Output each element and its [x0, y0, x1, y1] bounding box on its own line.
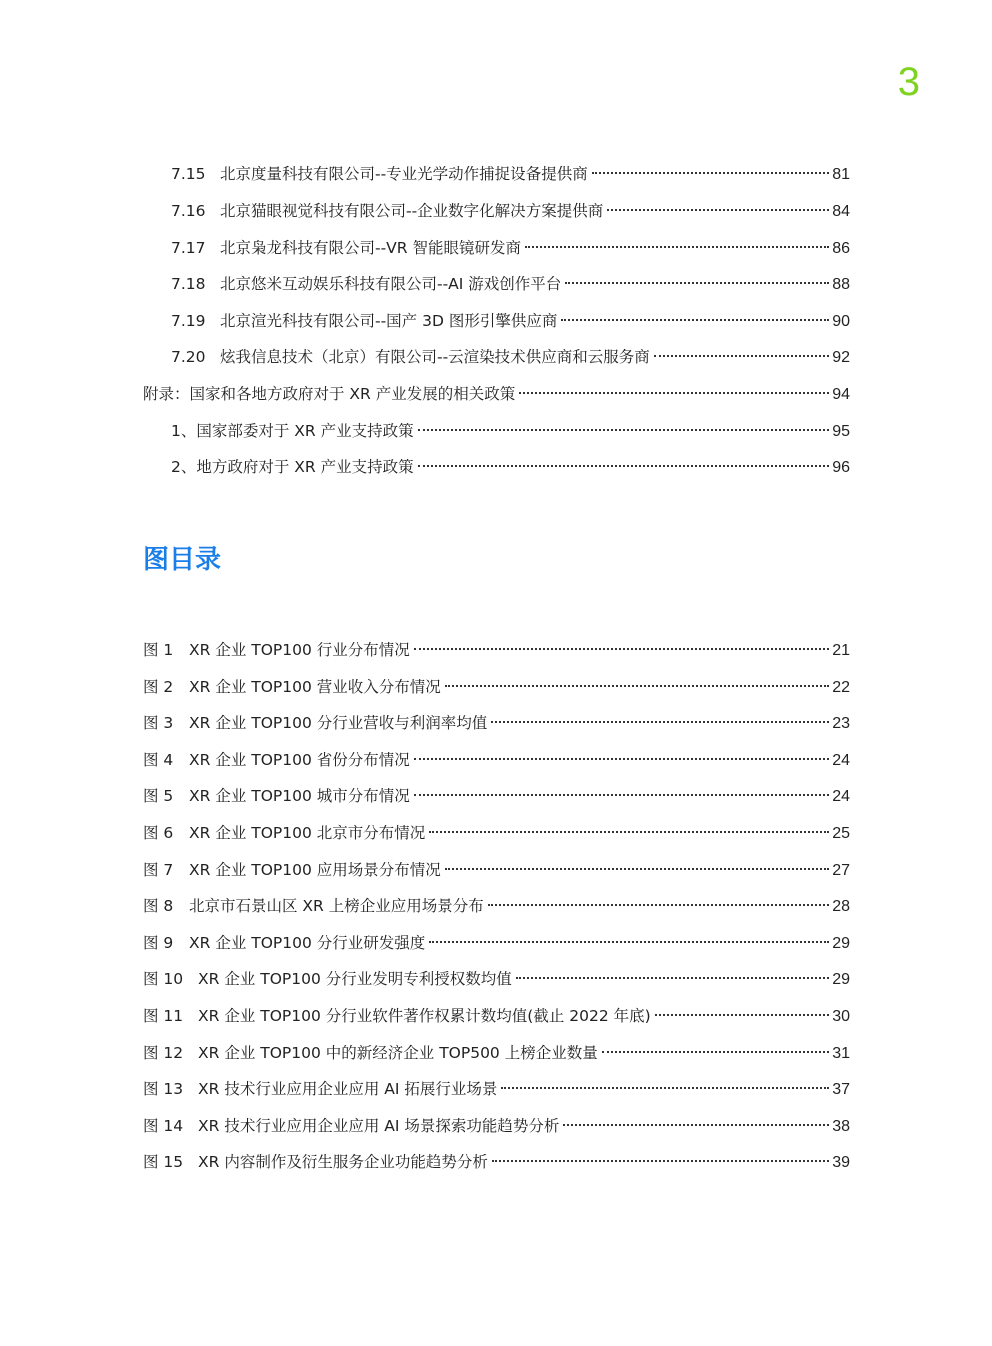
figure-title: XR 企业 TOP100 行业分布情况: [189, 641, 410, 659]
figure-page: 24: [832, 752, 850, 769]
dot-leader: [429, 941, 829, 943]
figure-title: XR 企业 TOP100 省份分布情况: [189, 751, 410, 769]
toc-entry-page: 92: [832, 349, 850, 366]
figure-title: XR 内容制作及衍生服务企业功能趋势分析: [198, 1153, 488, 1171]
figure-page: 37: [832, 1081, 850, 1098]
figure-number: 图 10: [143, 970, 184, 988]
toc-entry-number: 7.19: [171, 312, 206, 330]
dot-leader: [565, 282, 829, 284]
dot-leader: [492, 1160, 829, 1162]
figure-page: 29: [832, 935, 850, 952]
figure-page: 30: [832, 1008, 850, 1025]
figure-page: 28: [832, 898, 850, 915]
dot-leader: [655, 1014, 830, 1016]
toc-entry-number: 7.15: [171, 165, 206, 183]
figure-entry-1[interactable]: [143, 638, 850, 662]
figure-page: 21: [832, 642, 850, 659]
dot-leader: [445, 685, 829, 687]
figure-entry-14[interactable]: [143, 1114, 850, 1138]
figure-title: XR 企业 TOP100 城市分布情况: [189, 787, 410, 805]
figure-entry-11[interactable]: [143, 1004, 850, 1028]
toc-entry-number: 7.20: [171, 348, 206, 366]
toc-entry-page: 81: [832, 166, 850, 183]
figure-number: 图 4: [143, 751, 174, 769]
figure-entry-3[interactable]: [143, 711, 850, 735]
figure-title: XR 企业 TOP100 分行业营收与利润率均值: [189, 714, 488, 732]
figure-number: 图 12: [143, 1044, 184, 1062]
figure-entry-13[interactable]: [143, 1077, 850, 1101]
dot-leader: [445, 868, 829, 870]
toc-entry-7-19[interactable]: [171, 309, 850, 333]
toc-entry-page: 95: [832, 423, 850, 440]
figure-title: XR 企业 TOP100 应用场景分布情况: [189, 861, 441, 879]
figure-entry-9[interactable]: [143, 931, 850, 955]
toc-entry-title: 北京猫眼视觉科技有限公司--企业数字化解决方案提供商: [220, 202, 604, 220]
dot-leader: [414, 648, 829, 650]
dot-leader: [607, 209, 829, 211]
figure-entry-8[interactable]: [143, 894, 850, 918]
dot-leader: [501, 1087, 829, 1089]
figure-number: 图 8: [143, 897, 174, 915]
figure-title: XR 企业 TOP100 北京市分布情况: [189, 824, 426, 842]
figure-page: 25: [832, 825, 850, 842]
figure-page: 31: [832, 1045, 850, 1062]
figure-number: 图 15: [143, 1153, 184, 1171]
figure-number: 图 6: [143, 824, 174, 842]
figure-title: XR 企业 TOP100 中的新经济企业 TOP500 上榜企业数量: [198, 1044, 598, 1062]
toc-entry-number: 7.18: [171, 275, 206, 293]
dot-leader: [414, 794, 829, 796]
figure-title: XR 技术行业应用企业应用 AI 场景探索功能趋势分析: [198, 1117, 560, 1135]
figure-title: XR 企业 TOP100 分行业研发强度: [189, 934, 426, 952]
figure-number: 图 14: [143, 1117, 184, 1135]
dot-leader: [519, 392, 829, 394]
figure-entry-12[interactable]: [143, 1041, 850, 1065]
toc-entry-7-15[interactable]: [171, 162, 850, 186]
dot-leader: [525, 246, 829, 248]
toc-entry-appendix-1[interactable]: [171, 419, 850, 443]
toc-entry-title: 北京枭龙科技有限公司--VR 智能眼镜研发商: [220, 239, 521, 257]
dot-leader: [429, 831, 829, 833]
figure-title: XR 企业 TOP100 分行业发明专利授权数均值: [198, 970, 512, 988]
figure-entry-4[interactable]: [143, 748, 850, 772]
page-number: 3: [897, 60, 920, 104]
figure-title: XR 企业 TOP100 营业收入分布情况: [189, 678, 441, 696]
dot-leader: [414, 758, 829, 760]
toc-entry-7-16[interactable]: [171, 199, 850, 223]
figure-page: 29: [832, 971, 850, 988]
dot-leader: [561, 319, 829, 321]
dot-leader: [418, 465, 830, 467]
dot-leader: [516, 977, 829, 979]
dot-leader: [563, 1124, 829, 1126]
dot-leader: [602, 1051, 829, 1053]
figure-entry-15[interactable]: [143, 1150, 850, 1174]
toc-entry-title: 北京渲光科技有限公司--国产 3D 图形引擎供应商: [220, 312, 558, 330]
figure-number: 图 9: [143, 934, 174, 952]
figure-page: 27: [832, 862, 850, 879]
figure-entry-2[interactable]: [143, 675, 850, 699]
toc-entry-title: 北京悠米互动娱乐科技有限公司--AI 游戏创作平台: [220, 275, 562, 293]
figures-heading: 图目录: [143, 545, 222, 575]
dot-leader: [418, 429, 830, 431]
toc-entry-7-17[interactable]: [171, 236, 850, 260]
toc-entry-page: 90: [832, 313, 850, 330]
figure-title: XR 技术行业应用企业应用 AI 拓展行业场景: [198, 1080, 498, 1098]
toc-entry-appendix[interactable]: [143, 382, 850, 406]
figure-number: 图 3: [143, 714, 174, 732]
toc-entry-page: 84: [832, 203, 850, 220]
toc-entry-7-20[interactable]: [171, 345, 850, 369]
toc-entry-page: 88: [832, 276, 850, 293]
toc-entry-title: 1、国家部委对于 XR 产业支持政策: [171, 422, 414, 440]
dot-leader: [592, 172, 830, 174]
toc-entry-title: 北京度量科技有限公司--专业光学动作捕捉设备提供商: [220, 165, 588, 183]
figure-number: 图 7: [143, 861, 174, 879]
figure-page: 23: [832, 715, 850, 732]
toc-entry-number: 7.17: [171, 239, 206, 257]
toc-entry-title: 2、地方政府对于 XR 产业支持政策: [171, 458, 414, 476]
figure-number: 图 11: [143, 1007, 184, 1025]
dot-leader: [491, 721, 829, 723]
toc-entry-title: 附录：国家和各地方政府对于 XR 产业发展的相关政策: [143, 385, 516, 403]
dot-leader: [488, 904, 829, 906]
toc-entry-number: 7.16: [171, 202, 206, 220]
figure-page: 22: [832, 679, 850, 696]
figure-page: 38: [832, 1118, 850, 1135]
toc-entry-appendix-2[interactable]: [171, 455, 850, 479]
figure-entry-7[interactable]: [143, 858, 850, 882]
figure-entry-6[interactable]: [143, 821, 850, 845]
figure-number: 图 1: [143, 641, 174, 659]
figure-page: 39: [832, 1154, 850, 1171]
toc-entry-7-18[interactable]: [171, 272, 850, 296]
figure-entry-10[interactable]: [143, 967, 850, 991]
figure-title: 北京市石景山区 XR 上榜企业应用场景分布: [189, 897, 484, 915]
figure-number: 图 13: [143, 1080, 184, 1098]
figure-entry-5[interactable]: [143, 784, 850, 808]
toc-entry-page: 96: [832, 459, 850, 476]
toc-entry-page: 86: [832, 240, 850, 257]
toc-entry-title: 炫我信息技术（北京）有限公司--云渲染技术供应商和云服务商: [220, 348, 650, 366]
toc-entry-page: 94: [832, 386, 850, 403]
figure-title: XR 企业 TOP100 分行业软件著作权累计数均值(截止 2022 年底): [198, 1007, 651, 1025]
figure-number: 图 5: [143, 787, 174, 805]
dot-leader: [654, 355, 830, 357]
figure-number: 图 2: [143, 678, 174, 696]
figure-page: 24: [832, 788, 850, 805]
